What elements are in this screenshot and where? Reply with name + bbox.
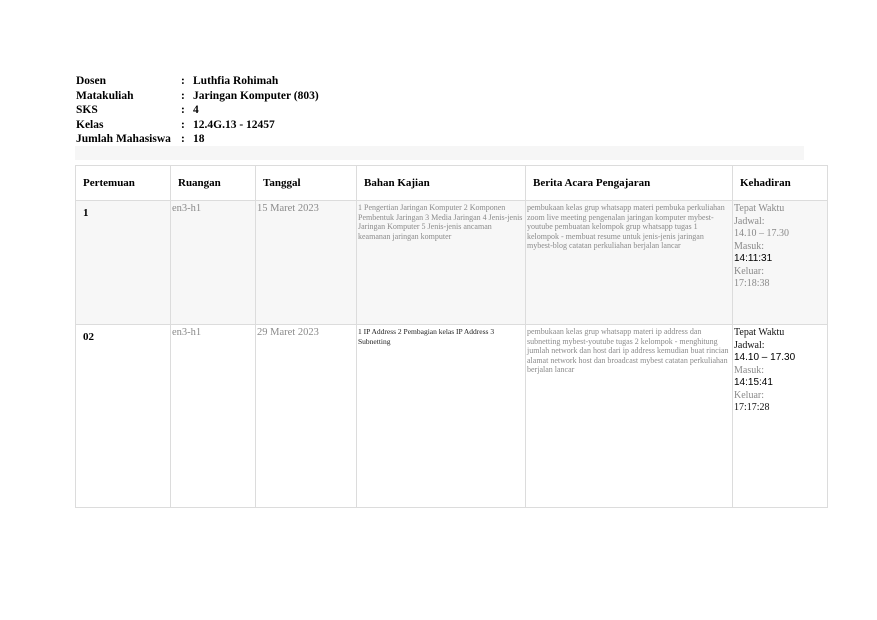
column-header-tanggal: Tanggal (256, 166, 357, 201)
cell-berita-acara: pembukaan kelas grup whatsapp materi pembuka perkuliahan zoom live meeting pengenalan jaringan komputer mybest-youtube pembuatan kelompok grup whatsapp tugas 1 kelompok - membuat resume untuk jenis-jenis jaringan mybest-blog catatan perkuliahan berjalan lancar (526, 201, 733, 325)
info-label: SKS (76, 104, 98, 116)
table-row (76, 325, 828, 508)
cell-pertemuan: 02 (76, 325, 171, 508)
info-row-kelas (76, 118, 319, 133)
table-row (76, 201, 828, 325)
info-colon: : (181, 133, 185, 145)
info-label: Dosen (76, 75, 107, 87)
kehadiran-keluar-label: Keluar: (734, 389, 764, 401)
kehadiran-jadwal-label: Jadwal: (734, 215, 765, 227)
kehadiran-status: Tepat Waktu (734, 203, 785, 214)
info-label: Matakuliah (76, 89, 134, 102)
info-value: 4 (193, 104, 199, 116)
table-header-row (76, 166, 828, 201)
kehadiran-keluar: 17:18:38 (734, 278, 770, 289)
kehadiran-jadwal: 14.10 – 17.30 (734, 352, 796, 363)
cell-bahan-kajian: 1 IP Address 2 Pembagian kelas IP Address 3 Subnetting (357, 325, 526, 508)
info-label: Kelas (76, 118, 104, 131)
cell-ruangan: en3-h1 (171, 201, 256, 325)
kehadiran-masuk-label: Masuk: (734, 364, 764, 376)
kehadiran-masuk: 14:11:31 (734, 253, 773, 264)
info-colon: : (181, 104, 185, 116)
column-header-kehadiran: Kehadiran (733, 166, 828, 201)
info-label: Jumlah Mahasiswa (76, 133, 171, 145)
attendance-table (75, 165, 828, 508)
info-colon: : (181, 89, 185, 102)
info-value: 18 (193, 133, 205, 145)
cell-ruangan: en3-h1 (171, 325, 256, 508)
info-value: Jaringan Komputer (803) (193, 89, 319, 102)
kehadiran-keluar: 17:17:28 (734, 402, 770, 413)
kehadiran-masuk: 14:15:41 (734, 377, 773, 388)
info-row-jumlah-mahasiswa (76, 132, 319, 147)
column-header-berita-acara: Berita Acara Pengajaran (526, 166, 733, 201)
cell-tanggal: 15 Maret 2023 (256, 201, 357, 325)
cell-kehadiran (733, 201, 828, 325)
info-value: 12.4G.13 - 12457 (193, 118, 275, 131)
kehadiran-keluar-label: Keluar: (734, 265, 764, 277)
info-colon: : (181, 75, 185, 87)
column-header-pertemuan: Pertemuan (76, 166, 171, 201)
info-colon: : (181, 118, 185, 131)
info-row-sks (76, 103, 319, 118)
cell-pertemuan: 1 (76, 201, 171, 325)
kehadiran-masuk-label: Masuk: (734, 240, 764, 252)
kehadiran-status: Tepat Waktu (734, 327, 785, 338)
cell-bahan-kajian: 1 Pengertian Jaringan Komputer 2 Komponen Pembentuk Jaringan 3 Media Jaringan 4 Jenis-jenis Jaringan Komputer 5 Jenis-jenis ancaman keamanan jaringan komputer (357, 201, 526, 325)
cell-berita-acara: pembukaan kelas grup whatsapp materi ip address dan subnetting mybest-youtube tugas 2 kelompok - menghitung jumlah network dan host dari ip address kemudian buat rincian alamat network host dan broadcast mybest catatan perkuliahan berjalan lancar (526, 325, 733, 508)
section-divider-band (75, 146, 804, 160)
cell-tanggal: 29 Maret 2023 (256, 325, 357, 508)
info-value: Luthfia Rohimah (193, 75, 279, 87)
course-info (76, 74, 319, 147)
info-row-matakuliah (76, 89, 319, 104)
column-header-bahan-kajian: Bahan Kajian (357, 166, 526, 201)
kehadiran-jadwal: 14.10 – 17.30 (734, 228, 789, 239)
info-row-dosen (76, 74, 319, 89)
kehadiran-jadwal-label: Jadwal: (734, 339, 765, 351)
column-header-ruangan: Ruangan (171, 166, 256, 201)
cell-kehadiran (733, 325, 828, 508)
